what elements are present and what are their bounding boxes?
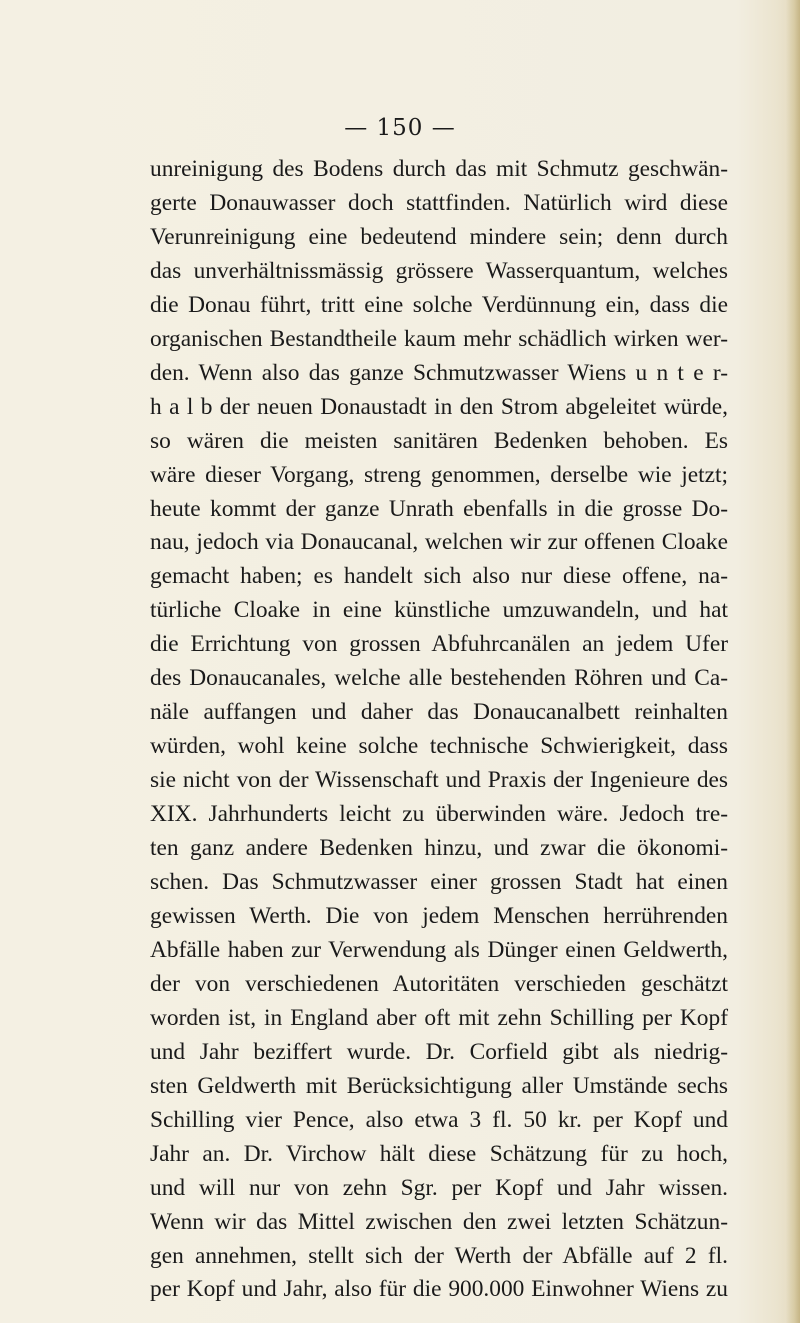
text-line: die Errichtung von grossen Abfuhrcanälen an jedem Ufer bbox=[150, 631, 728, 658]
text-line: XIX. Jahrhunderts leicht zu überwinden wäre. Jedoch tre- bbox=[150, 801, 728, 828]
page-edge-shadow bbox=[786, 0, 800, 1323]
text-line: nau, jedoch via Donaucanal, welchen wir zur offenen Cloake bbox=[150, 529, 728, 556]
text-line: so wären die meisten sanitären Bedenken behoben. Es bbox=[150, 427, 728, 454]
text-line: gewissen Werth. Die von jedem Menschen herrührenden bbox=[150, 902, 728, 929]
text-line: h a l b der neuen Donaustadt in den Strom abgeleitet würde, bbox=[150, 393, 728, 420]
text-line: per Kopf und Jahr, also für die 900.000 Einwohner Wiens zu bbox=[150, 1276, 728, 1303]
text-line: Jahr an. Dr. Virchow hält diese Schätzung für zu hoch, bbox=[150, 1140, 728, 1167]
text-line: des Donaucanales, welche alle bestehenden Röhren und Ca- bbox=[150, 665, 728, 692]
text-line: und Jahr beziffert wurde. Dr. Corfield gibt als niedrig- bbox=[150, 1038, 728, 1065]
text-line: gerte Donauwasser doch stattfinden. Natürlich wird diese bbox=[150, 189, 728, 216]
text-line: sie nicht von der Wissenschaft und Praxis der Ingenieure des bbox=[150, 767, 728, 794]
text-line: heute kommt der ganze Unrath ebenfalls in die grosse Do- bbox=[150, 495, 728, 522]
text-line: worden ist, in England aber oft mit zehn Schilling per Kopf bbox=[150, 1004, 728, 1031]
text-line: türliche Cloake in eine künstliche umzuwandeln, und hat bbox=[150, 597, 728, 624]
body-text bbox=[150, 153, 728, 1307]
text-line: Schilling vier Pence, also etwa 3 fl. 50 kr. per Kopf und bbox=[150, 1106, 728, 1133]
text-line: wäre dieser Vorgang, streng genommen, derselbe wie jetzt; bbox=[150, 461, 728, 488]
text-line: ten ganz andere Bedenken hinzu, und zwar die ökonomi- bbox=[150, 835, 728, 862]
text-line: den. Wenn also das ganze Schmutzwasser Wiens u n t e r- bbox=[150, 359, 728, 386]
text-line: unreinigung des Bodens durch das mit Schmutz geschwän- bbox=[150, 156, 728, 182]
text-line: näle auffangen und daher das Donaucanalbett reinhalten bbox=[150, 699, 728, 726]
text-line: organischen Bestandtheile kaum mehr schädlich wirken wer- bbox=[150, 325, 728, 352]
text-line: die Donau führt, tritt eine solche Verdünnung ein, dass die bbox=[150, 291, 728, 318]
text-line: das unverhältnissmässig grössere Wasserquantum, welches bbox=[150, 257, 728, 284]
text-line: gemacht haben; es handelt sich also nur diese offene, na- bbox=[150, 563, 728, 590]
text-line: sten Geldwerth mit Berücksichtigung aller Umstände sechs bbox=[150, 1072, 728, 1099]
text-line: Wenn wir das Mittel zwischen den zwei letzten Schätzun- bbox=[150, 1208, 728, 1235]
page-number-header: — 150 — bbox=[344, 115, 456, 141]
text-line: gen annehmen, stellt sich der Werth der Abfälle auf 2 fl. bbox=[150, 1242, 728, 1269]
text-line: schen. Das Schmutzwasser einer grossen Stadt hat einen bbox=[150, 869, 728, 896]
text-line: und will nur von zehn Sgr. per Kopf und Jahr wissen. bbox=[150, 1174, 728, 1201]
text-line: Verunreinigung eine bedeutend mindere sein; denn durch bbox=[150, 223, 728, 250]
text-line: Abfälle haben zur Verwendung als Dünger einen Geldwerth, bbox=[150, 936, 728, 963]
text-line: der von verschiedenen Autoritäten verschieden geschätzt bbox=[150, 970, 728, 997]
text-line: würden, wohl keine solche technische Schwierigkeit, dass bbox=[150, 733, 728, 760]
